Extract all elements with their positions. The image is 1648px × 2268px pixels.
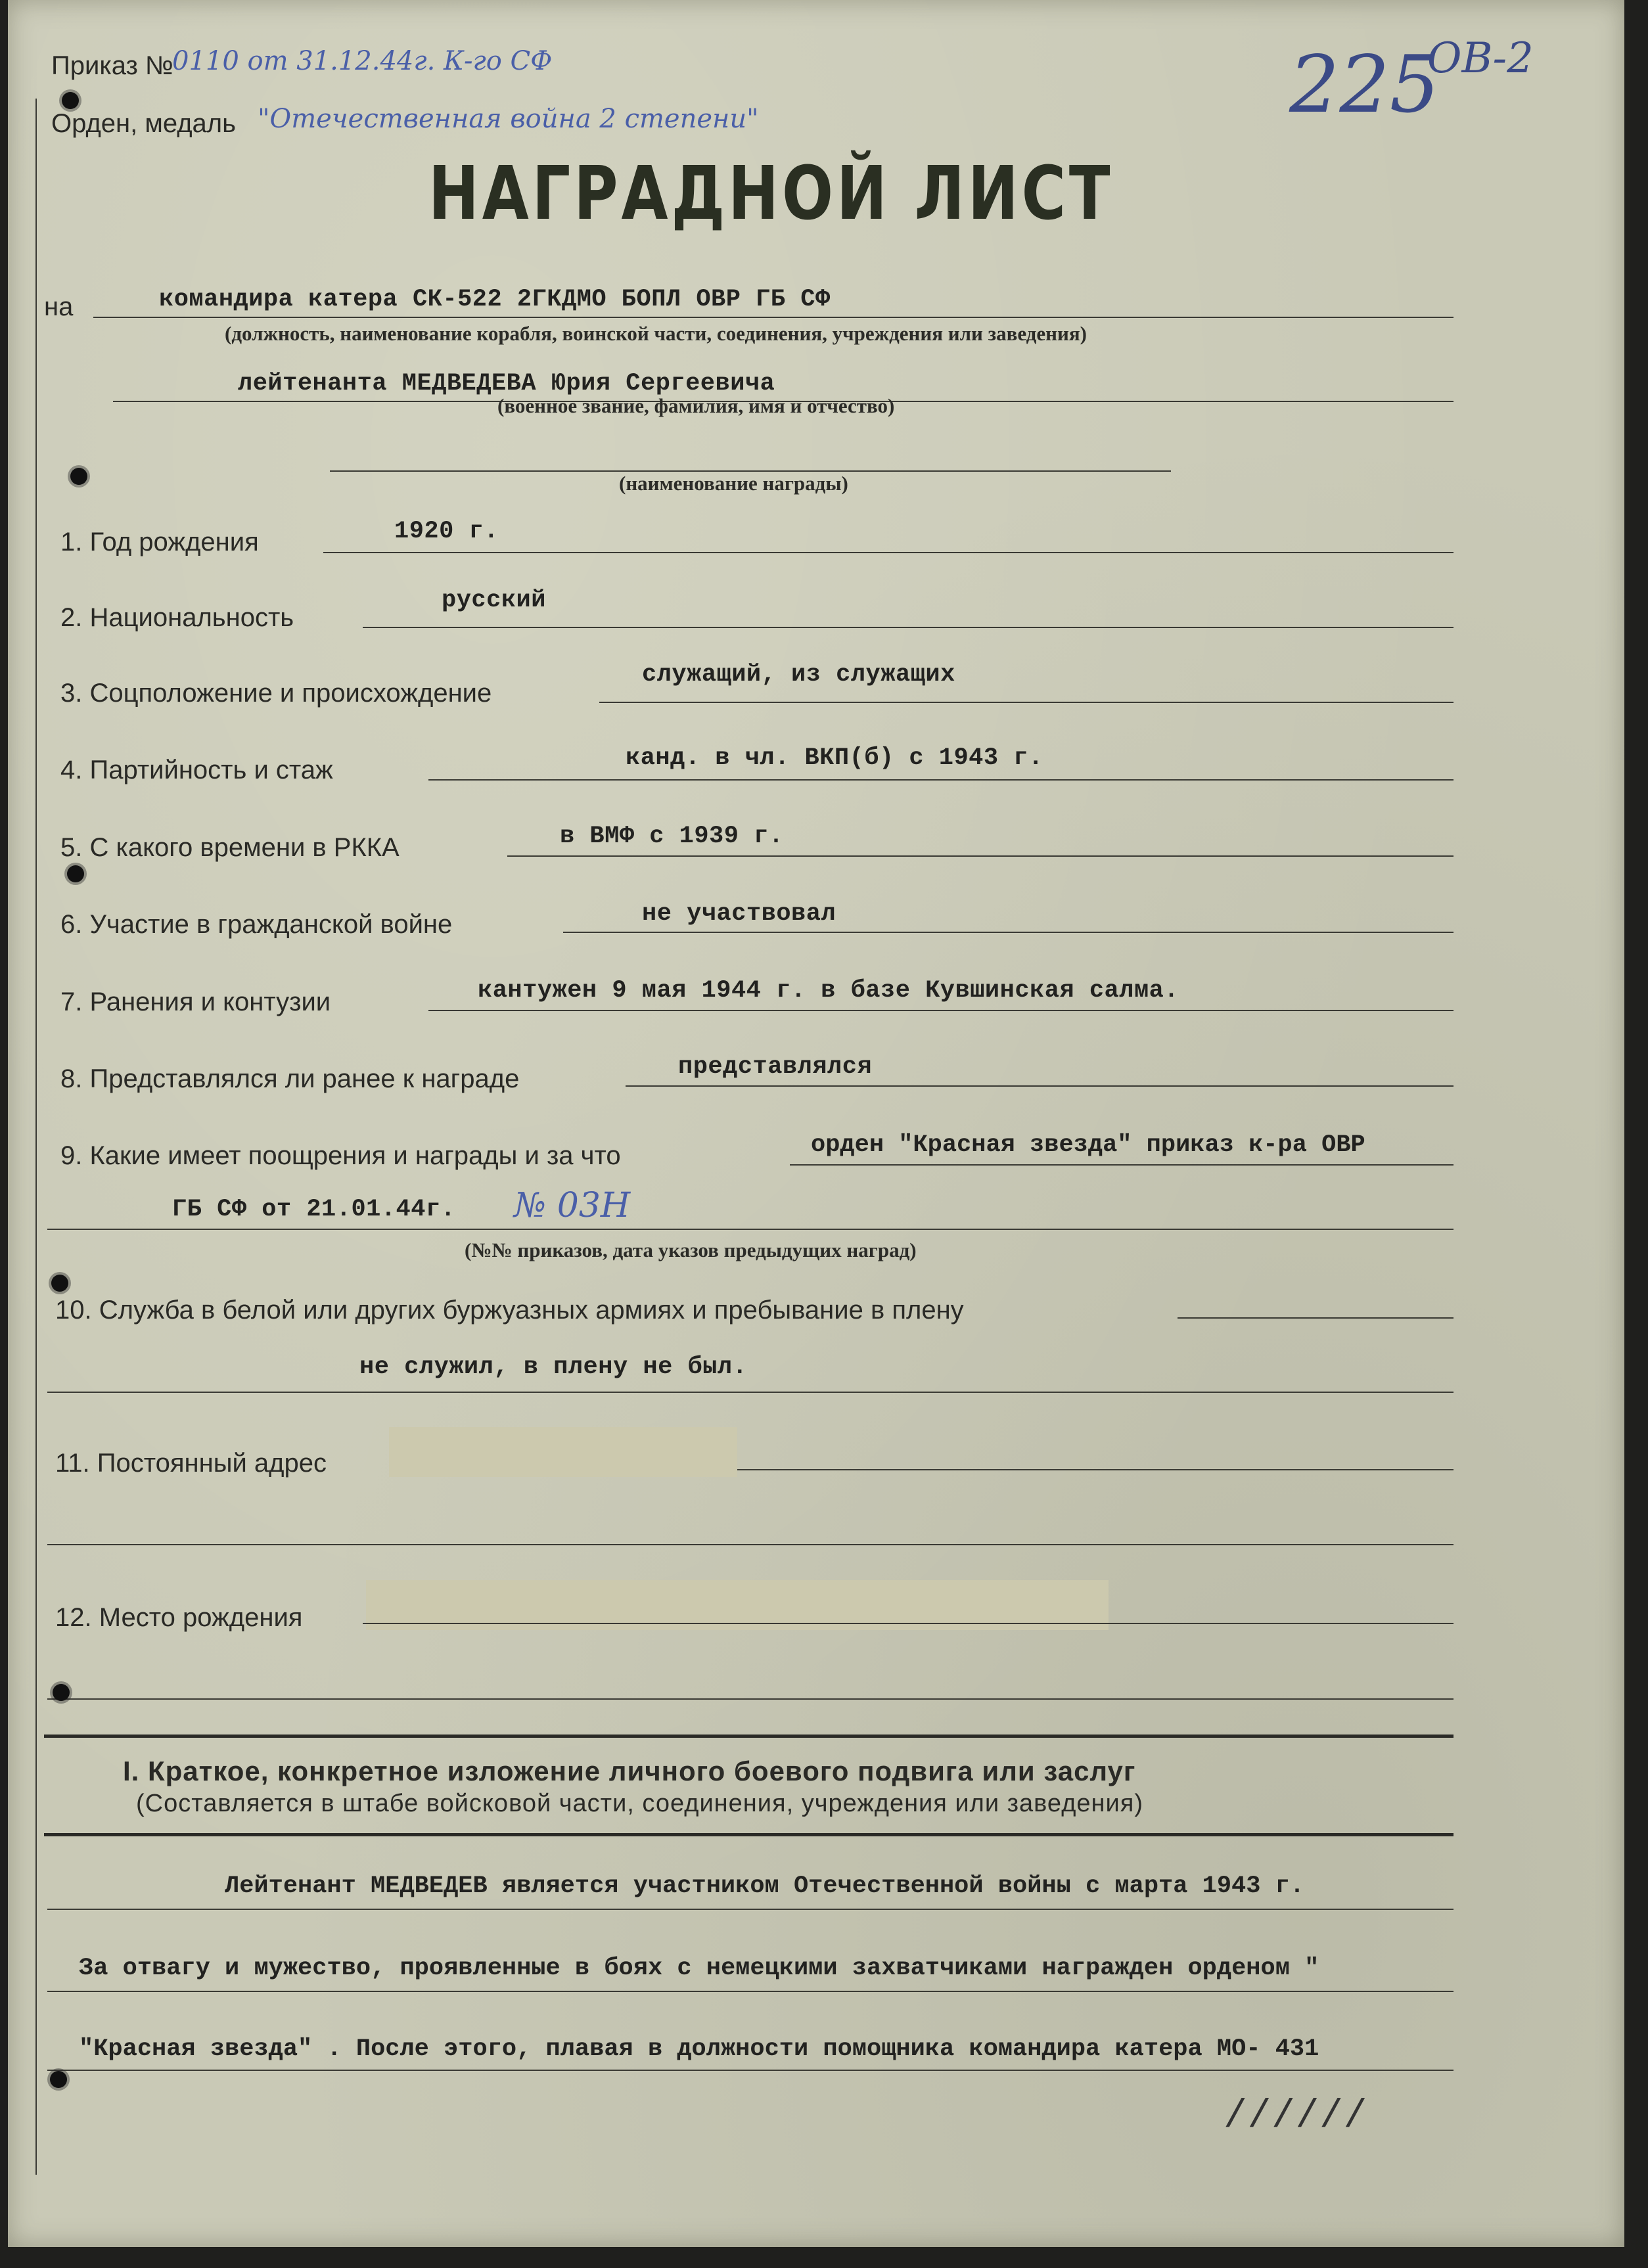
- field-line: [47, 1392, 1453, 1393]
- birth-year-value: 1920 г.: [394, 518, 499, 545]
- service-since-label: 5. С какого времени в РККА: [60, 833, 400, 862]
- binder-hole: [62, 92, 79, 109]
- award-label: Орден, медаль: [51, 109, 236, 138]
- nationality-label: 2. Национальность: [60, 603, 294, 632]
- awards-caption: (№№ приказов, дата указов предыдущих наград): [465, 1238, 917, 1261]
- field-line: [790, 1164, 1453, 1166]
- civil-war-label: 6. Участие в гражданской войне: [60, 910, 453, 939]
- section-subheading: (Составляется в штабе войсковой части, соединения, учреждения или заведения): [136, 1790, 1143, 1817]
- recipient-name: лейтенанта МЕДВЕДЕВА Юрия Сергеевича: [238, 370, 775, 397]
- birthplace-label: 12. Место рождения: [55, 1603, 303, 1632]
- award-caption: (наименование награды): [619, 472, 848, 495]
- sheet-number: 225: [1289, 39, 1440, 131]
- name-caption: (военное звание, фамилия, имя и отчество): [497, 394, 895, 417]
- narrative-line-3: "Красная звезда" . После этого, плавая в должности помощника командира катера МО- 431: [79, 2035, 1319, 2063]
- address-label: 11. Постоянный адрес: [55, 1449, 327, 1478]
- field-line: [363, 627, 1453, 628]
- service-since-value: в ВМФ с 1939 г.: [560, 823, 784, 850]
- award-value: "Отечественная война 2 степени": [258, 104, 759, 134]
- field-line: [737, 1469, 1453, 1470]
- section-heading: I. Краткое, конкретное изложение личного боевого подвига или заслуг: [123, 1756, 1136, 1786]
- address-redaction: [389, 1427, 737, 1477]
- field-line: [47, 2070, 1453, 2071]
- field-line: [323, 552, 1453, 553]
- binder-hole: [67, 865, 84, 882]
- field-line: [626, 1085, 1453, 1087]
- civil-war-value: не участвовал: [642, 900, 836, 928]
- awards-order-handwritten: № 03Н: [514, 1186, 631, 1225]
- wounds-value: кантужен 9 мая 1944 г. в базе Кувшинская салма.: [478, 977, 1179, 1005]
- awards-value: орден "Красная звезда" приказ к-ра ОВР: [811, 1131, 1365, 1159]
- field-line: [428, 1010, 1453, 1011]
- prior-award-label: 8. Представлялся ли ранее к награде: [60, 1064, 520, 1093]
- corner-code: ОВ-2: [1427, 34, 1534, 83]
- field-line: [599, 702, 1453, 703]
- field-line: [507, 855, 1453, 857]
- field-line: [363, 1623, 1453, 1624]
- field-line: [47, 1698, 1453, 1700]
- section-divider: [44, 1735, 1453, 1738]
- to-label: на: [44, 292, 74, 321]
- binder-hole: [50, 2071, 67, 2088]
- binder-hole: [70, 468, 87, 485]
- social-origin-label: 3. Соцположение и происхождение: [60, 679, 492, 708]
- position-value: командира катера СК-522 2ГКДМО БОПЛ ОВР ГБ СФ: [159, 286, 831, 313]
- party-label: 4. Партийность и стаж: [60, 756, 333, 784]
- nationality-value: русский: [442, 587, 546, 614]
- page-title: НАГРАДНОЙ ЛИСТ: [428, 151, 1114, 237]
- narrative-line-2: За отвагу и мужество, проявленные в боях с немецкими захватчиками награжден орденом ": [79, 1955, 1319, 1982]
- field-line: [47, 1991, 1453, 1992]
- field-line: [47, 1229, 1453, 1230]
- field-line: [563, 932, 1453, 933]
- section-divider: [44, 1833, 1453, 1836]
- wounds-label: 7. Ранения и контузии: [60, 987, 331, 1016]
- party-value: канд. в чл. ВКП(б) с 1943 г.: [626, 744, 1043, 772]
- narrative-line-1: Лейтенант МЕДВЕДЕВ является участником Отечественной войны с марта 1943 г.: [225, 1872, 1305, 1900]
- award-sheet: [8, 0, 1624, 2247]
- awards-label: 9. Какие имеет поощрения и награды и за что: [60, 1141, 621, 1170]
- prior-award-value: представлялся: [678, 1053, 873, 1081]
- order-number: 0110 от 31.12.44г. К-го СФ: [172, 46, 553, 76]
- position-caption: (должность, наименование корабля, воинской части, соединения, учреждения или заведения): [225, 322, 1087, 345]
- binder-hole: [51, 1275, 68, 1292]
- field-line: [47, 1909, 1453, 1910]
- position-line: [93, 317, 1453, 318]
- field-line: [428, 779, 1453, 781]
- order-label: Приказ №: [51, 51, 173, 80]
- closing-marks: //////: [1224, 2095, 1368, 2139]
- field-line: [1178, 1317, 1453, 1319]
- binder-hole: [53, 1684, 70, 1701]
- white-army-value: не служил, в плену не был.: [359, 1353, 748, 1381]
- social-origin-value: служащий, из служащих: [642, 661, 955, 689]
- margin-line: [35, 99, 37, 2175]
- birth-year-label: 1. Год рождения: [60, 528, 259, 556]
- white-army-label: 10. Служба в белой или других буржуазных армиях и пребывание в плену: [55, 1296, 964, 1325]
- awards-value-cont: ГБ СФ от 21.01.44г.: [172, 1196, 456, 1223]
- field-line: [47, 1544, 1453, 1545]
